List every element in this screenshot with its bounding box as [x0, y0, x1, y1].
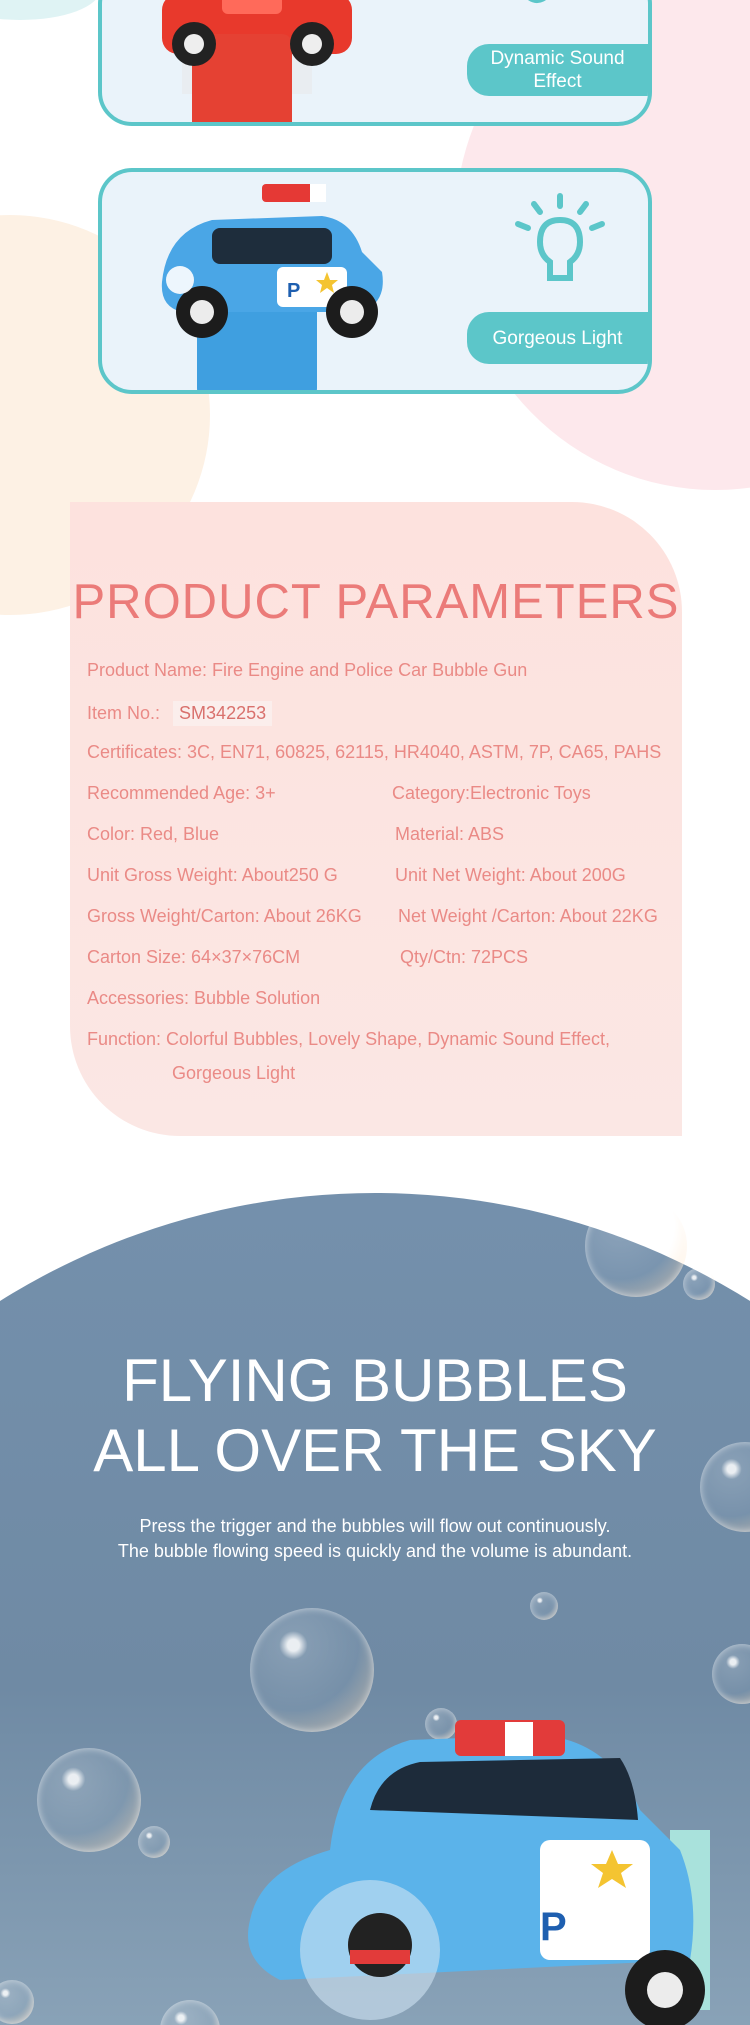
param-material: Material: ABS: [395, 824, 505, 844]
feature-label-sound: Dynamic Sound Effect: [467, 44, 648, 96]
param-item-no-value: SM342253: [173, 701, 272, 726]
bg-blob-teal: [0, 0, 100, 20]
product-parameters-panel: [70, 502, 682, 1136]
hero-headline-line2: ALL OVER THE SKY: [93, 1417, 657, 1484]
param-function: Function: Colorful Bubbles, Lovely Shape, Dynamic Sound Effect,: [87, 1029, 610, 1049]
police-car-image: [142, 172, 442, 394]
param-accessories: Accessories: Bubble Solution: [87, 988, 321, 1008]
param-item-no: [87, 701, 272, 726]
hero-headline-line1: FLYING BUBBLES: [122, 1347, 628, 1414]
feature-card-light: [98, 168, 652, 394]
feature-card-sound: [98, 0, 652, 126]
feature-label-light: Gorgeous Light: [467, 312, 648, 364]
param-gross-carton: Gross Weight/Carton: About 26KG: [87, 906, 362, 926]
bubble-decoration: [37, 1748, 141, 1852]
svg-text:P: P: [287, 280, 301, 302]
param-product-name: Product Name: Fire Engine and Police Car Bubble Gun: [87, 660, 528, 680]
param-item-no-label: Item No.:: [87, 703, 161, 723]
param-carton-size: Carton Size: 64×37×76CM: [87, 947, 301, 967]
police-car-bubble-gun-image: [240, 1700, 710, 2025]
param-gross-weight: Unit Gross Weight: About250 G: [87, 865, 338, 885]
bubble-decoration: [138, 1826, 170, 1858]
music-note-icon: [522, 0, 562, 14]
param-qty: Qty/Ctn: 72PCS: [400, 947, 529, 967]
lightbulb-icon: [510, 190, 610, 290]
hero-subtext-line2: The bubble flowing speed is quickly and the volume is abundant.: [117, 1541, 633, 1561]
bubble-decoration: [585, 1195, 687, 1297]
params-title: PRODUCT PARAMETERS: [72, 575, 680, 629]
param-certificates: Certificates: 3C, EN71, 60825, 62115, HR4040, ASTM, 7P, CA65, PAHS: [87, 742, 662, 762]
param-net-weight: Unit Net Weight: About 200G: [395, 865, 626, 885]
hero-subtext-line1: Press the trigger and the bubbles will flow out continuously.: [139, 1516, 611, 1536]
param-age: Recommended Age: 3+: [87, 783, 276, 803]
param-net-carton: Net Weight /Carton: About 22KG: [398, 906, 658, 926]
param-function-cont: Gorgeous Light: [172, 1063, 296, 1083]
svg-text:P: P: [540, 1905, 567, 1949]
bubble-decoration: [530, 1592, 558, 1620]
param-color: Color: Red, Blue: [87, 824, 220, 844]
param-category: Category:Electronic Toys: [392, 783, 591, 803]
bubble-decoration: [683, 1268, 715, 1300]
